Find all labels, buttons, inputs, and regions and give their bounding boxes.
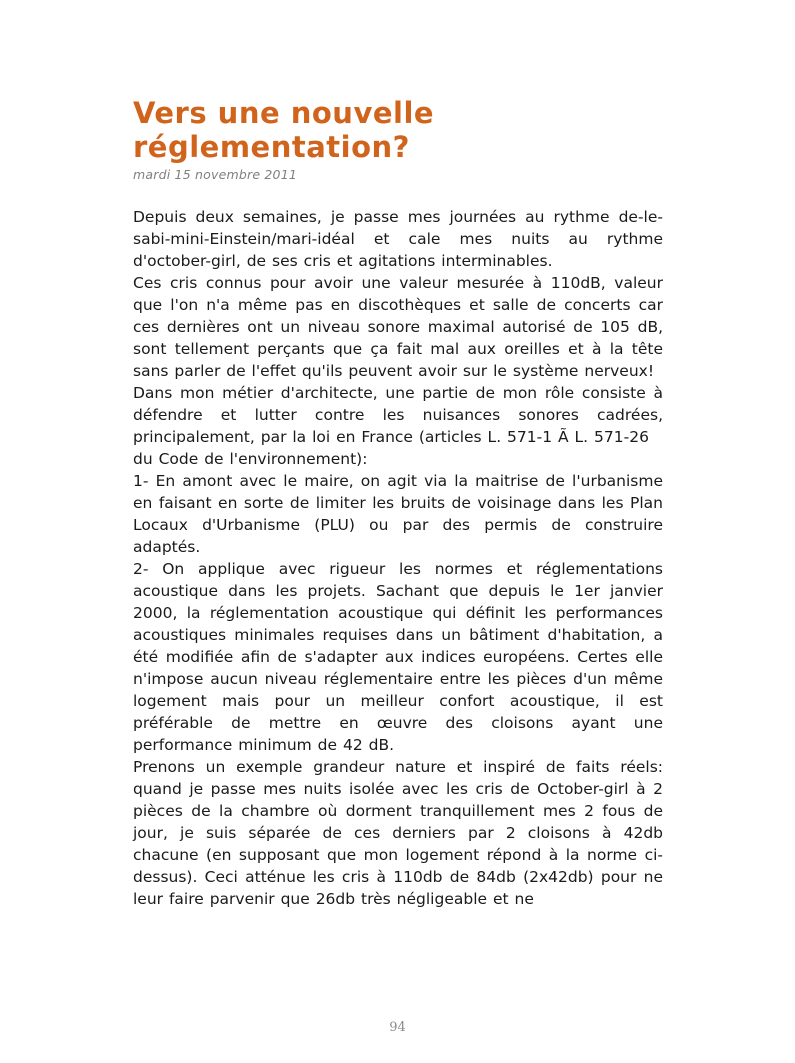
body-paragraph: 1- En amont avec le maire, on agit via la maitrise de l'urbanisme en faisant en sorte de limiter les bruits de voisinage dans les Plan Locaux d'Urbanisme (PLU) ou par des permis de construire adaptés.: [133, 472, 663, 557]
page-number: 94: [389, 1020, 406, 1035]
body-paragraph: 2- On applique avec rigueur les normes et réglementations acoustique dans les projets. Sachant que depuis le 1er janvier 2000, la réglementation acoustique qui définit les performances acoustiques minimales requises dans un bâtiment d'habitation, a été modifiée afin de s'adapter aux indices européens. Certes elle n'impose aucun niveau réglementaire entre les pièces d'un même logement mais pour un meilleur confort acoustique, il est préférable de mettre en œuvre des cloisons ayant une performance minimum de 42 dB.: [133, 560, 663, 755]
article-content: [133, 96, 663, 910]
body-paragraph: Depuis deux semaines, je passe mes journées au rythme de-le-sabi-mini-Einstein/mari-idéal et cale mes nuits au rythme d'october-girl, de ses cris et agitations interminables.: [133, 208, 663, 271]
body-paragraph: Dans mon métier d'architecte, une partie de mon rôle consiste à défendre et lutter contre les nuisances sonores cadrées, principalement, par la loi en France (articles L. 571-1 Ã L. 571-26: [133, 384, 663, 447]
article-body: [133, 206, 663, 910]
body-paragraph: Prenons un exemple grandeur nature et inspiré de faits réels: quand je passe mes nuits isolée avec les cris de October-girl à 2 pièces de la chambre où dorment tranquillement mes 2 fous de jour, je suis séparée de ces derniers par 2 cloisons à 42db chacune (en supposant que mon logement répond à la norme ci-dessus). Ceci atténue les cris à 110db de 84db (2x42db) pour ne leur faire parvenir que 26db très négligeable et ne: [133, 758, 663, 909]
body-paragraph: du Code de l'environnement):: [133, 450, 368, 469]
article-date: mardi 15 novembre 2011: [133, 167, 298, 183]
body-paragraph: Ces cris connus pour avoir une valeur mesurée à 110dB, valeur que l'on n'a même pas en discothèques et salle de concerts car ces dernières ont un niveau sonore maximal autorisé de 105 dB, sont tellement perçants que ça fait mal aux oreilles et à la tête sans parler de l'effet qu'ils peuvent avoir sur le système nerveux!: [133, 274, 663, 381]
article-title: Vers une nouvelle réglementation?: [133, 96, 435, 165]
